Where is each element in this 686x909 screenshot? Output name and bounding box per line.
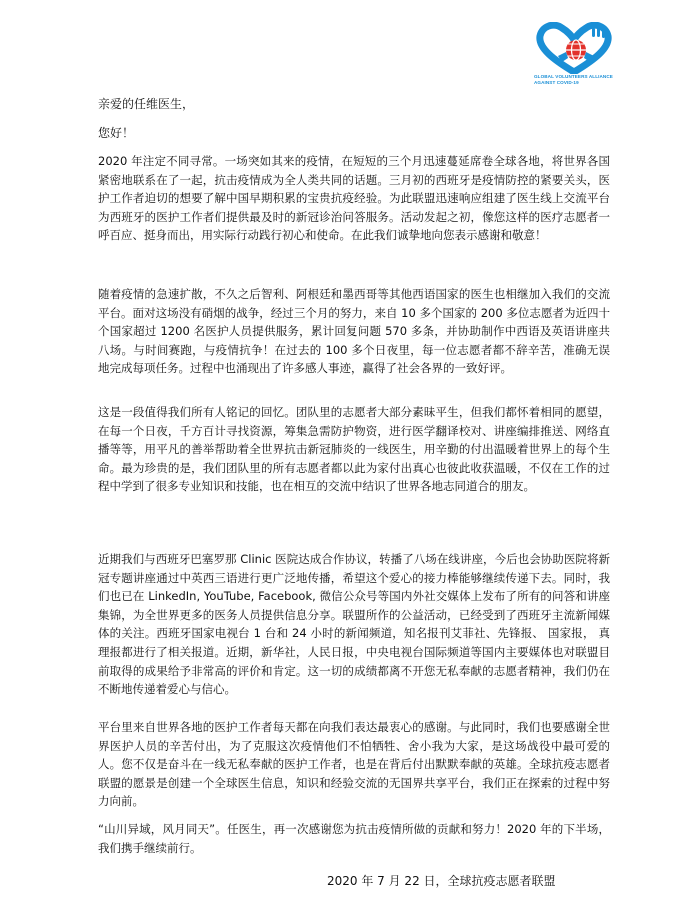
paragraph-3: 这是一段值得我们所有人铭记的回忆。团队里的志愿者大部分素昧平生，但我们都怀着相同的愿望，在每一个日夜，千方百计寻找资源，筹集急需防护物资，进行医学翻译校对、讲座编排推送、网络直播等等，用平凡的善举帮助着全世界抗击新冠肺炎的一线医生，用辛勤的付出温暖着世界上的每个生命。最为珍贵的是，我们团队里的所有志愿者都以此为家付出真心也彼此收获温暖，不仅在工作的过程中学到了很多专业知识和技能，也在相互的交流中结识了世界各地志同道合的朋友。 [98, 405, 610, 494]
alliance-logo [532, 22, 616, 104]
greeting: 您好！ [98, 126, 135, 140]
paragraph-2: 随着疫情的急速扩散，不久之后智利、阿根廷和墨西哥等其他西语国家的医生也相继加入我们的交流平台。面对这场没有硝烟的战争，经过三个月的努力，来自 10 多个国家的 200 多位志愿者为近四十个国家超过 1200 名医护人员提供服务，累计回复问题 570 多条，并协助制作中西语及英语讲座共八场。与时间赛跑，与疫情抗争！在过去的 100 多个日夜里，每一位志愿者都不辞辛苦，准确无误地完成每项任务。过程中也涌现出了许多感人事迹，赢得了社会各界的一致好评。 [98, 287, 610, 376]
signature: 2020 年 7 月 22 日，全球抗疫志愿者联盟 [327, 874, 556, 888]
paragraph-4: 近期我们与西班牙巴塞罗那 Clinic 医院达成合作协议，转播了八场在线讲座，今后也会协助医院将新冠专题讲座通过中英西三语进行更广泛地传播，希望这个爱心的接力棒能够继续传递下去。同时，我们也已在 LinkedIn, YouTube, Facebook, 微信公众号等国内外社交媒体上发布了所有的问答和讲座集锦，为全世界更多的医务人员提供信息分享。联盟所作的公益活动，已经受到了西班牙主流新闻媒体的关注。西班牙国家电视台 1 台和 24 小时的新闻频道，知名报刊艾菲社、先锋报、 国家报， 真理报都进行了相关报道。近期，新华社，人民日报，中央电视台国际频道等国内主要媒体也对联盟目前取得的成果给予非常高的评价和肯定。这一切的成绩都离不开您无私奉献的志愿者精神，我们仍在不断地传递着爱心与信心。 [98, 552, 610, 697]
paragraph-6: “山川异域，风月同天”。任医生，再一次感谢您为抗击疫情所做的贡献和努力！2020 年的下半场，我们携手继续前行。 [98, 822, 610, 855]
paragraph-5: 平台里来自世界各地的医护工作者每天都在向我们表达最衷心的感谢。与此同时，我们也要感谢全世界医护人员的辛苦付出，为了克服这次疫情他们不怕牺牲、舍小我为大家，是这场战役中最可爱的人。您不仅是奋斗在一线无私奉献的医护工作者，也是在背后付出默默奉献的英雄。全球抗疫志愿者联盟的愿景是创建一个全球医生信息，知识和经验交流的无国界共享平台，我们正在探索的过程中努力向前。 [98, 720, 610, 809]
alliance-logo-text [534, 74, 644, 85]
salutation: 亲爱的任维医生， [98, 97, 195, 111]
logo-line-2: AGAINST COVID-19 [534, 79, 579, 85]
paragraph-1: 2020 年注定不同寻常。一场突如其来的疫情，在短短的三个月迅速蔓延席卷全球各地，将世界各国紧密地联系在了一起，抗击疫情成为全人类共同的话题。三月初的西班牙是疫情防控的紧要关头，医护工作者迫切的想要了解中国早期积累的宝贵抗疫经验。为此联盟迅速响应组建了医生线上交流平台为西班牙的医护工作者们提供最及时的新冠诊治问答服务。活动发起之初，像您这样的医疗志愿者一呼百应、挺身而出，用实际行动践行初心和使命。在此我们诚挚地向您表示感谢和敬意！ [98, 154, 610, 243]
heart-hands-globe-icon [532, 22, 616, 74]
logo-line-1: GLOBAL VOLUNTEERS ALLIANCE [534, 74, 613, 79]
